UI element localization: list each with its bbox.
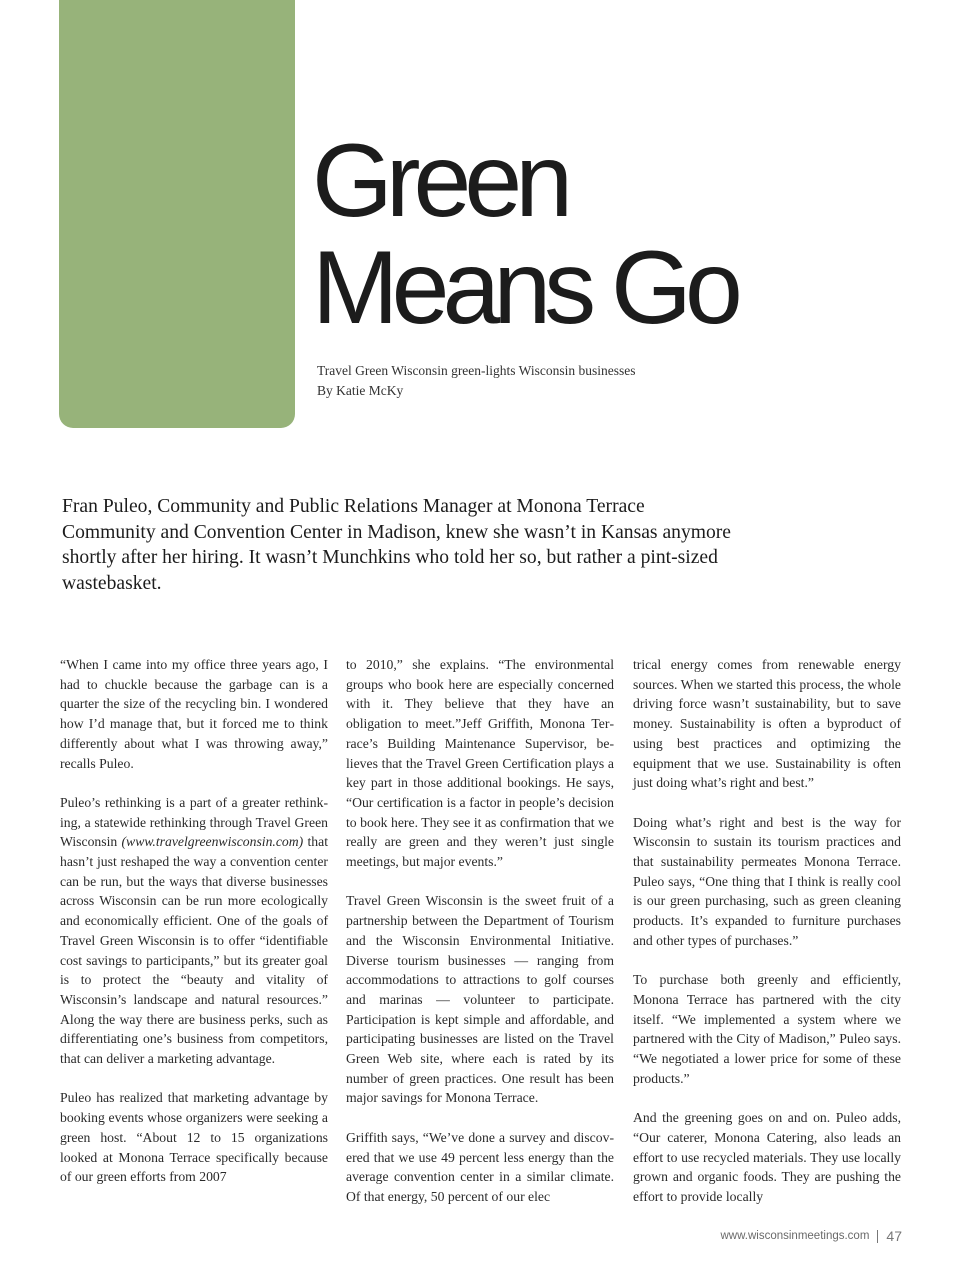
page-number: 47: [886, 1228, 902, 1244]
column-1: [60, 655, 328, 1207]
intro-paragraph: Fran Puleo, Community and Public Relations Manager at Monona Terrace Community and Convention Center in Madison, knew she wasn’t in Kansas anymore shortly after her hiring. It wasn’t Munchkins who told her so, but rather a pint-sized wastebasket.: [62, 496, 732, 594]
paragraph: Puleo has realized that marketing advantage by booking events whose organizers were seeking a green host. “About 12 to 15 organizations looked at Monona Terrace specifically because of our green efforts from 2007: [60, 1090, 328, 1185]
paragraph: [60, 793, 328, 1069]
footer-divider: [877, 1230, 878, 1243]
paragraph: trical energy comes from renewable energy sources. When we started this process, the whole driving force wasn’t sustainability, but to save money. Sustainability is often a byproduct of using best practices and optimizing the equipment that we use. Sustainability is often just doing what’s right and best.”: [633, 657, 901, 791]
green-color-block: [59, 0, 295, 428]
byline: By Katie McKy: [317, 383, 404, 398]
article-title: [312, 123, 736, 346]
paragraph-text: Puleo’s rethinking is a part of a greater rethinking, a statewide rethinking through Travel Green Wisconsin: [60, 794, 328, 850]
page-footer: [721, 1228, 903, 1244]
paragraph: Griffith says, “We’ve done a survey and discovered that we use 49 percent less energy than the average convention center in a similar climate. Of that energy, 50 percent of our elec: [346, 1129, 614, 1204]
title-line-1: Green: [312, 123, 567, 239]
title-line-2: Means Go: [312, 230, 736, 346]
column-2: [346, 655, 614, 1226]
paragraph-text: that hasn’t just reshaped the way a convention center can be run, but the ways that diverse businesses across Wisconsin can be run more ecologically and economically efficient. One of the goals of Travel Green Wisconsin is to offer “identifiable cost savings to participants,” but its greater goal is to protect the “beauty and vitality of Wisconsin’s landscape and natural resources.” Along the way there are business perks, such as differentiating one’s business from competitors, that can deliver a marketing advantage.: [60, 834, 328, 1067]
paragraph: To purchase both greenly and efficiently, Monona Terrace has partnered with the city itself. “We implemented a system where we partnered with the City of Madison,” Puleo says. “We negotiated a lower price for some of these products.”: [633, 972, 901, 1086]
paragraph: “When I came into my office three years ago, I had to chuckle because the garbage can is a quarter the size of the recycling bin. I wondered how I’d manage that, but it forced me to think differently about what I was throwing away,” recalls Puleo.: [60, 657, 328, 771]
tagline: Travel Green Wisconsin green-lights Wisconsin businesses: [317, 363, 636, 378]
footer-url[interactable]: www.wisconsinmeetings.com: [720, 1230, 870, 1242]
paragraph: And the greening goes on and on. Puleo adds, “Our caterer, Monona Catering, also leads an effort to use recycled materials. They use locally grown and organic foods. They are pushing the effort to provide locally: [633, 1110, 901, 1204]
column-3: [633, 655, 901, 1226]
article-subtitle: [317, 361, 636, 401]
paragraph: to 2010,” she explains. “The environmental groups who book here are especially concerned with it. They believe that they have an obligation to meet.”Jeff Griffith, Monona Terrace’s Building Maintenance Supervisor, believes that the Travel Green Certification plays a key part in those additional bookings. He says, “Our certification is a factor in people’s decision to book here. They see it as confirmation that we really are green and they weren’t just single meetings, but major events.”: [346, 657, 614, 870]
paragraph: Travel Green Wisconsin is the sweet fruit of a partnership between the Department of Tourism and the Wisconsin Environmental Initiative. Diverse tourism businesses — ranging from accommodations to attractions to golf courses and marinas — volunteer to participate. Participation is kept simple and affordable, and participating businesses are listed on the Travel Green Web site, where each is rated by its number of green practices. One result has been major savings for Monona Terrace.: [346, 893, 614, 1106]
paragraph: Doing what’s right and best is the way for Wisconsin to sustain its tourism practices and that sustainability permeates Monona Terrace. Puleo says, “One thing that I think is really cool is our green purchasing, such as green cleaning products. It’s expanded to furniture purchases and other types of purchases.”: [633, 814, 901, 948]
website-link[interactable]: (www.travelgreenwisconsin.com): [121, 834, 304, 850]
